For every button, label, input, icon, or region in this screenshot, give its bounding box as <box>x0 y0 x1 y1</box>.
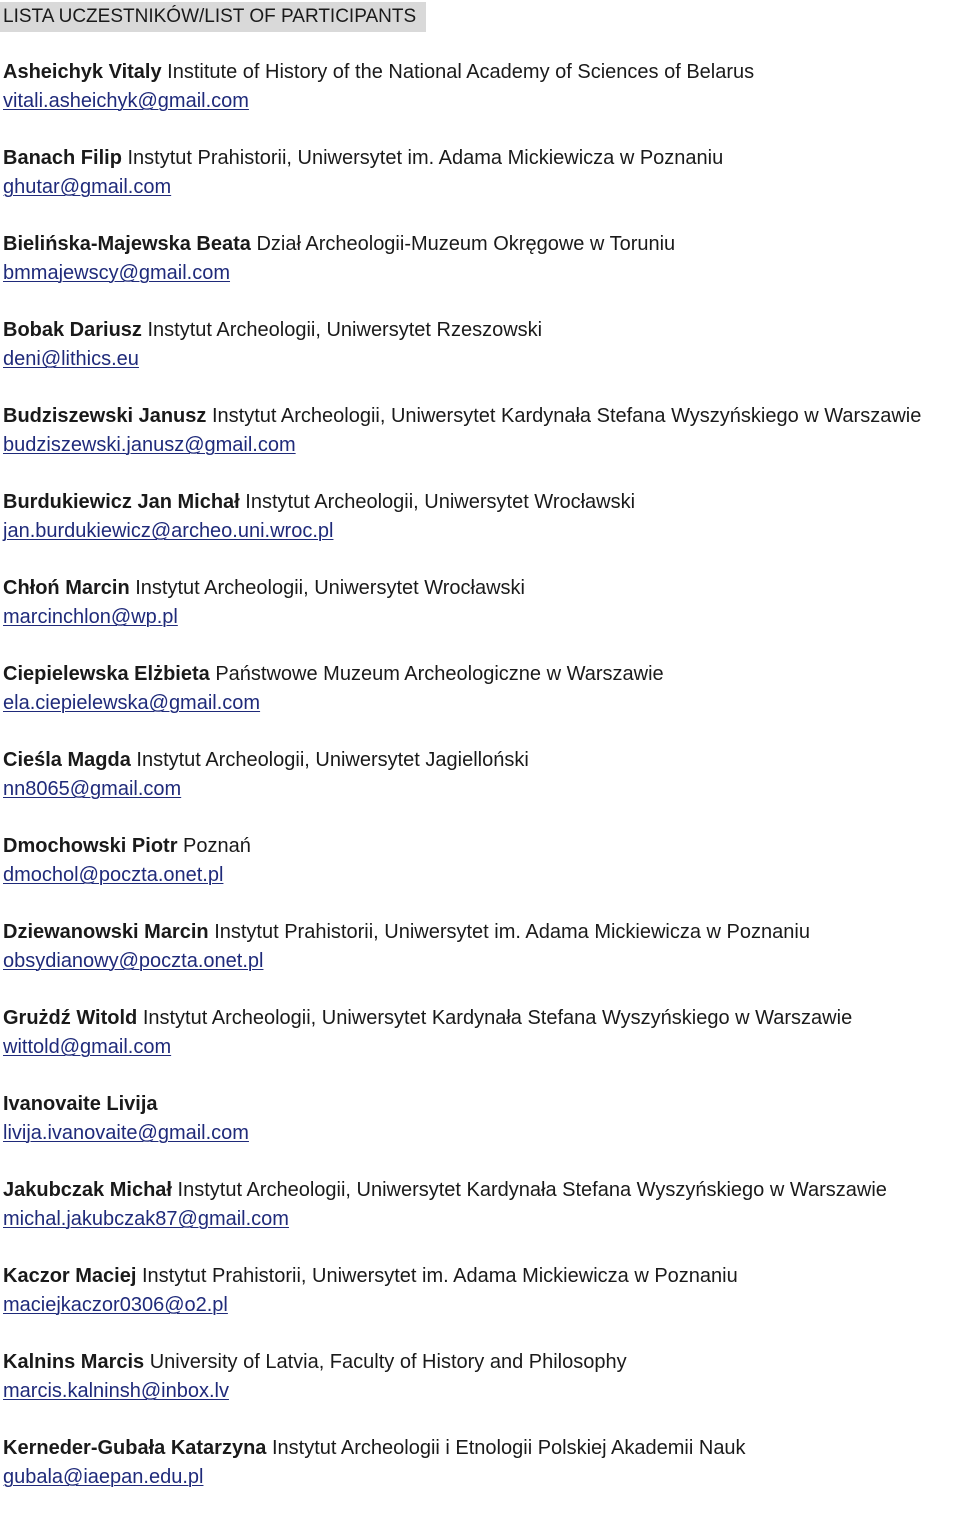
participant-line <box>3 488 958 517</box>
participant-affiliation: Instytut Archeologii, Uniwersytet Jagielloński <box>136 749 529 771</box>
participant-entry <box>3 1262 958 1348</box>
participant-affiliation: Instytut Prahistorii, Uniwersytet im. Adama Mickiewicza w Poznaniu <box>214 921 810 943</box>
participant-line <box>3 1434 958 1463</box>
participant-name: Ciepielewska Elżbieta <box>3 663 210 685</box>
participant-affiliation: Instytut Archeologii, Uniwersytet Rzeszowski <box>147 319 543 341</box>
participant-entry <box>3 1176 958 1262</box>
participant-name: Kerneder-Gubała Katarzyna <box>3 1437 267 1459</box>
participant-affiliation: Instytut Archeologii, Uniwersytet Kardynała Stefana Wyszyńskiego w Warszawie <box>142 1007 853 1029</box>
participant-name: Dmochowski Piotr <box>3 835 178 857</box>
participant-name: Kaczor Maciej <box>3 1265 137 1287</box>
participant-name: Ivanovaite Livija <box>3 1093 158 1115</box>
participant-affiliation: Instytut Archeologii, Uniwersytet Wrocławski <box>245 491 636 513</box>
participant-entry <box>3 488 958 574</box>
participant-entry <box>3 832 958 918</box>
participant-entry <box>3 316 958 402</box>
participant-line <box>3 402 958 431</box>
participant-name: Dziewanowski Marcin <box>3 921 209 943</box>
participant-email-link[interactable]: deni@lithics.eu <box>3 348 139 370</box>
participant-name: Budziszewski Janusz <box>3 405 207 427</box>
participant-line <box>3 316 958 345</box>
participant-email-link[interactable]: marcinchlon@wp.pl <box>3 606 178 628</box>
page-title: LISTA UCZESTNIKÓW/LIST OF PARTICIPANTS <box>0 2 426 32</box>
participant-email-link[interactable]: bmmajewscy@gmail.com <box>3 262 231 284</box>
participant-name: Bobak Dariusz <box>3 319 142 341</box>
participant-line <box>3 144 958 173</box>
participant-line <box>3 1176 958 1205</box>
participant-name: Kalnins Marcis <box>3 1351 145 1373</box>
participant-email-link[interactable]: ghutar@gmail.com <box>3 176 172 198</box>
participant-line <box>3 1262 958 1291</box>
participant-entry <box>3 144 958 230</box>
participant-entry <box>3 402 958 488</box>
participant-line <box>3 58 958 87</box>
participant-entry <box>3 1348 958 1434</box>
participant-line <box>3 1090 958 1119</box>
participant-entry <box>3 58 958 144</box>
participant-name: Asheichyk Vitaly <box>3 61 162 83</box>
participant-affiliation: Instytut Archeologii i Etnologii Polskiej Akademii Nauk <box>271 1437 746 1459</box>
participant-name: Banach Filip <box>3 147 122 169</box>
participant-affiliation: University of Latvia, Faculty of History and Philosophy <box>149 1351 627 1373</box>
participant-email-link[interactable]: budziszewski.janusz@gmail.com <box>3 434 296 456</box>
participant-line <box>3 230 958 259</box>
participant-email-link[interactable]: michal.jakubczak87@gmail.com <box>3 1208 289 1230</box>
participant-entry <box>3 660 958 746</box>
participant-email-link[interactable]: maciejkaczor0306@o2.pl <box>3 1294 228 1316</box>
participant-name: Chłoń Marcin <box>3 577 130 599</box>
participant-email-link[interactable]: livija.ivanovaite@gmail.com <box>3 1122 249 1144</box>
participant-name: Cieśla Magda <box>3 749 131 771</box>
participant-email-link[interactable]: dmochol@poczta.onet.pl <box>3 864 224 886</box>
participant-entry <box>3 1004 958 1090</box>
participant-line <box>3 1348 958 1377</box>
participant-name: Bielińska-Majewska Beata <box>3 233 251 255</box>
participant-line <box>3 746 958 775</box>
participant-name: Grużdź Witold <box>3 1007 138 1029</box>
participant-email-link[interactable]: wittold@gmail.com <box>3 1036 172 1058</box>
participant-affiliation: Instytut Archeologii, Uniwersytet Kardynała Stefana Wyszyńskiego w Warszawie <box>177 1179 887 1201</box>
participant-affiliation: Państwowe Muzeum Archeologiczne w Warszawie <box>215 663 664 685</box>
participant-line <box>3 1004 958 1033</box>
participant-email-link[interactable]: marcis.kalninsh@inbox.lv <box>3 1380 229 1402</box>
participant-email-link[interactable]: ela.ciepielewska@gmail.com <box>3 692 261 714</box>
participant-line <box>3 574 958 603</box>
participant-email-link[interactable]: gubala@iaepan.edu.pl <box>3 1466 204 1488</box>
participant-line <box>3 832 958 861</box>
participant-name: Jakubczak Michał <box>3 1179 172 1201</box>
participant-email-link[interactable]: jan.burdukiewicz@archeo.uni.wroc.pl <box>3 520 334 542</box>
participant-email-link[interactable]: obsydianowy@poczta.onet.pl <box>3 950 264 972</box>
participant-affiliation: Instytut Prahistorii, Uniwersytet im. Adama Mickiewicza w Poznaniu <box>141 1265 738 1287</box>
participant-entry <box>3 1434 958 1520</box>
participant-entry <box>3 574 958 660</box>
participant-name: Burdukiewicz Jan Michał <box>3 491 240 513</box>
participant-affiliation: Instytut Archeologii, Uniwersytet Wrocławski <box>135 577 525 599</box>
participant-affiliation: Poznań <box>183 835 251 857</box>
participant-line <box>3 918 958 947</box>
participant-email-link[interactable]: vitali.asheichyk@gmail.com <box>3 90 249 112</box>
participant-email-link[interactable]: nn8065@gmail.com <box>3 778 182 800</box>
participant-entry <box>3 918 958 1004</box>
participant-affiliation: Dział Archeologii-Muzeum Okręgowe w Toruniu <box>256 233 676 255</box>
participant-line <box>3 660 958 689</box>
participant-entry <box>3 746 958 832</box>
participant-affiliation: Institute of History of the National Academy of Sciences of Belarus <box>167 61 755 83</box>
participant-affiliation: Instytut Archeologii, Uniwersytet Kardynała Stefana Wyszyńskiego w Warszawie <box>211 405 922 427</box>
participant-affiliation: Instytut Prahistorii, Uniwersytet im. Adama Mickiewicza w Poznaniu <box>127 147 724 169</box>
participant-list <box>3 58 958 1520</box>
participant-entry <box>3 230 958 316</box>
participant-entry <box>3 1090 958 1176</box>
